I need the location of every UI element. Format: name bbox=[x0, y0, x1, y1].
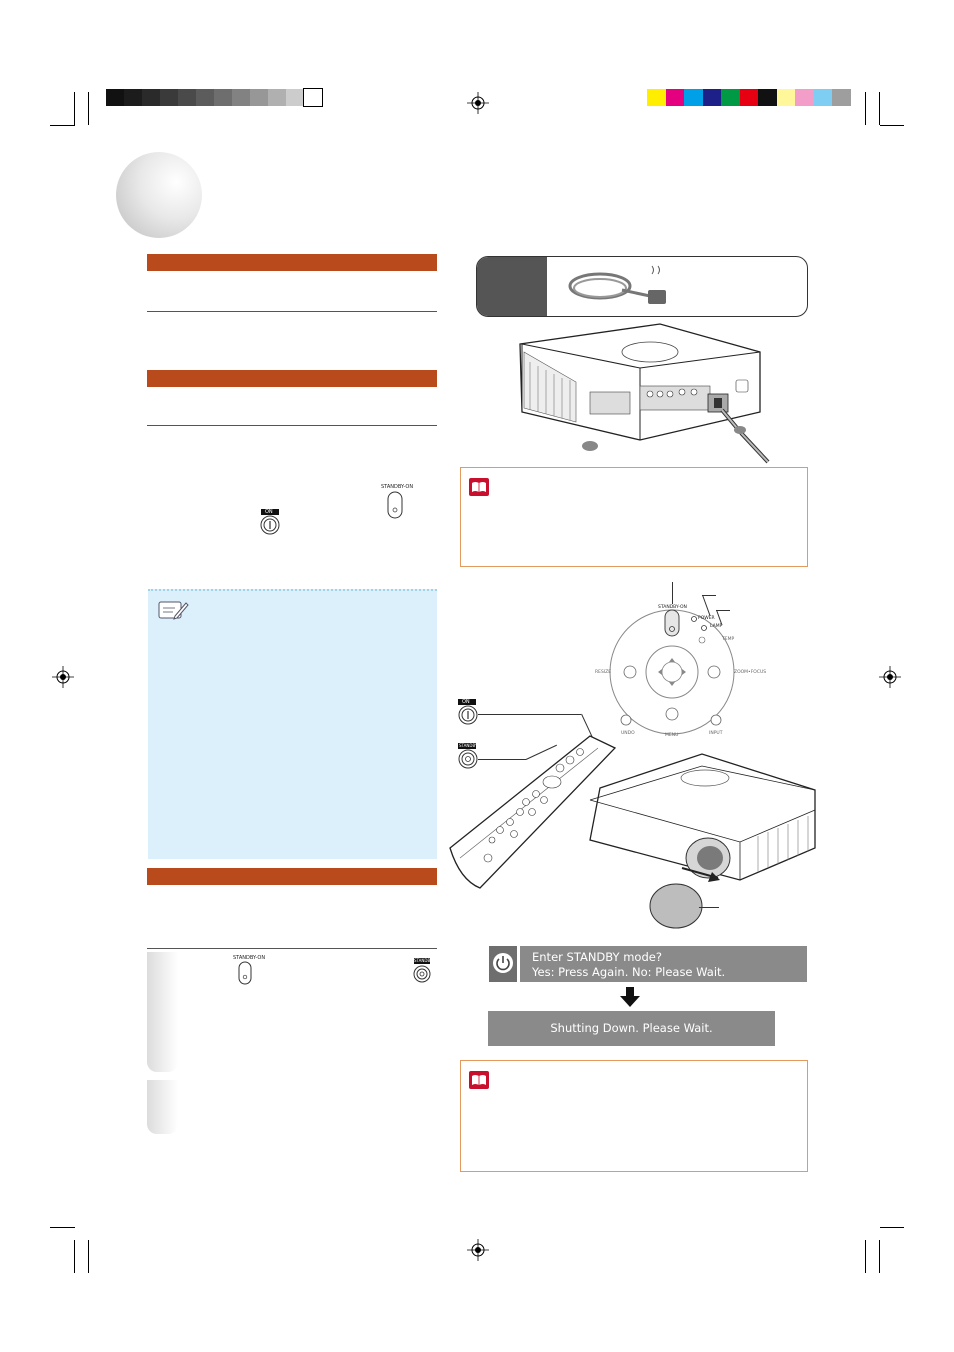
osd-confirm-dialog bbox=[520, 946, 807, 982]
section-header-bar bbox=[147, 868, 437, 885]
control-panel-illustration bbox=[590, 580, 790, 750]
on-button-icon bbox=[260, 515, 280, 535]
color-swatch bbox=[814, 89, 833, 106]
crop-mark bbox=[88, 92, 89, 125]
accessory-box-tab bbox=[477, 257, 547, 316]
panel-label-undo: UNDO bbox=[621, 731, 635, 736]
remote-and-projector-illustration bbox=[440, 730, 820, 930]
grayscale-swatch bbox=[268, 89, 286, 106]
step1-standby-on-label: STANDBY-ON bbox=[233, 955, 266, 961]
header-circle bbox=[116, 152, 202, 238]
remote-on-button-icon bbox=[458, 705, 478, 725]
grayscale-swatch bbox=[286, 89, 304, 106]
panel-label-zoom-focus: ZOOM•FOCUS bbox=[734, 670, 767, 675]
standby-on-label: STANDBY-ON bbox=[381, 484, 414, 490]
power-cord-image bbox=[562, 260, 672, 312]
section-header-bar bbox=[147, 254, 437, 271]
panel-label-lamp: LAMP bbox=[710, 624, 723, 629]
grayscale-swatch bbox=[304, 89, 322, 106]
grayscale-swatch bbox=[124, 89, 142, 106]
pencil-note-icon bbox=[157, 598, 189, 622]
info-book-icon-glyph bbox=[471, 1074, 487, 1086]
on-label: ON bbox=[265, 509, 273, 515]
grayscale-swatch bbox=[106, 89, 124, 106]
panel-label-standby-on: STANDBY-ON bbox=[658, 605, 687, 610]
crop-mark bbox=[74, 92, 75, 125]
callout-line bbox=[702, 595, 716, 596]
panel-label-power: POWER bbox=[698, 616, 715, 621]
projector-rear-illustration bbox=[510, 322, 772, 466]
caution-box bbox=[460, 1060, 808, 1172]
color-swatch bbox=[647, 89, 666, 106]
down-arrow-icon bbox=[619, 986, 641, 1008]
grayscale-swatch bbox=[232, 89, 250, 106]
note-box bbox=[148, 589, 437, 859]
crop-mark bbox=[865, 92, 866, 125]
grayscale-swatch bbox=[196, 89, 214, 106]
color-swatch bbox=[666, 89, 685, 106]
grayscale-swatch bbox=[160, 89, 178, 106]
step-tab-1 bbox=[147, 952, 178, 1072]
color-swatch bbox=[721, 89, 740, 106]
step-tab-2 bbox=[147, 1080, 178, 1134]
crosshair-icon bbox=[467, 1239, 489, 1261]
crop-mark bbox=[74, 1240, 75, 1273]
step1-standby-label: STANDBY bbox=[414, 958, 433, 963]
section-divider bbox=[147, 948, 437, 949]
color-swatch bbox=[795, 89, 814, 106]
crop-mark bbox=[880, 125, 904, 126]
section-divider bbox=[147, 425, 437, 426]
osd-shutdown-message bbox=[488, 1011, 775, 1046]
panel-label-input: INPUT bbox=[709, 731, 723, 736]
info-book-icon-glyph bbox=[471, 481, 487, 493]
standby-on-button-icon bbox=[387, 491, 403, 519]
remote-standby-label: STANDBY bbox=[459, 743, 478, 748]
grayscale-swatch bbox=[250, 89, 268, 106]
standby-on-button-icon bbox=[238, 961, 252, 985]
osd-confirm-line2: Yes: Press Again. No: Please Wait. bbox=[532, 965, 726, 979]
crop-mark bbox=[50, 125, 75, 126]
color-swatch bbox=[758, 89, 777, 106]
callout-line bbox=[478, 714, 581, 715]
caution-box bbox=[460, 467, 808, 567]
grayscale-swatch bbox=[142, 89, 160, 106]
crosshair-icon bbox=[879, 666, 901, 688]
standby-button-icon bbox=[413, 965, 431, 983]
panel-label-resize: RESIZE bbox=[595, 670, 612, 675]
color-swatch bbox=[832, 89, 851, 106]
panel-label-temp: TEMP bbox=[722, 637, 735, 642]
crop-mark bbox=[50, 1227, 75, 1228]
osd-shutdown-text: Shutting Down. Please Wait. bbox=[550, 1021, 713, 1035]
power-icon bbox=[492, 952, 514, 974]
section-header-bar bbox=[147, 370, 437, 387]
grayscale-swatch bbox=[214, 89, 232, 106]
crosshair-icon bbox=[52, 666, 74, 688]
panel-label-menu: MENU bbox=[665, 733, 679, 738]
grayscale-swatch bbox=[178, 89, 196, 106]
remote-on-label: ON bbox=[462, 699, 470, 705]
color-swatch bbox=[684, 89, 703, 106]
crop-mark bbox=[88, 1240, 89, 1273]
osd-confirm-line1: Enter STANDBY mode? bbox=[532, 950, 662, 964]
crop-mark bbox=[865, 1240, 866, 1273]
callout-line bbox=[672, 582, 673, 604]
callout-line bbox=[699, 907, 719, 908]
color-swatch bbox=[740, 89, 759, 106]
crop-mark bbox=[879, 1240, 880, 1273]
color-swatch bbox=[777, 89, 796, 106]
callout-line bbox=[716, 610, 730, 611]
crop-mark bbox=[879, 92, 880, 125]
crosshair-icon bbox=[467, 92, 489, 114]
crop-mark bbox=[880, 1227, 904, 1228]
section-divider bbox=[147, 311, 437, 312]
color-swatch bbox=[703, 89, 722, 106]
